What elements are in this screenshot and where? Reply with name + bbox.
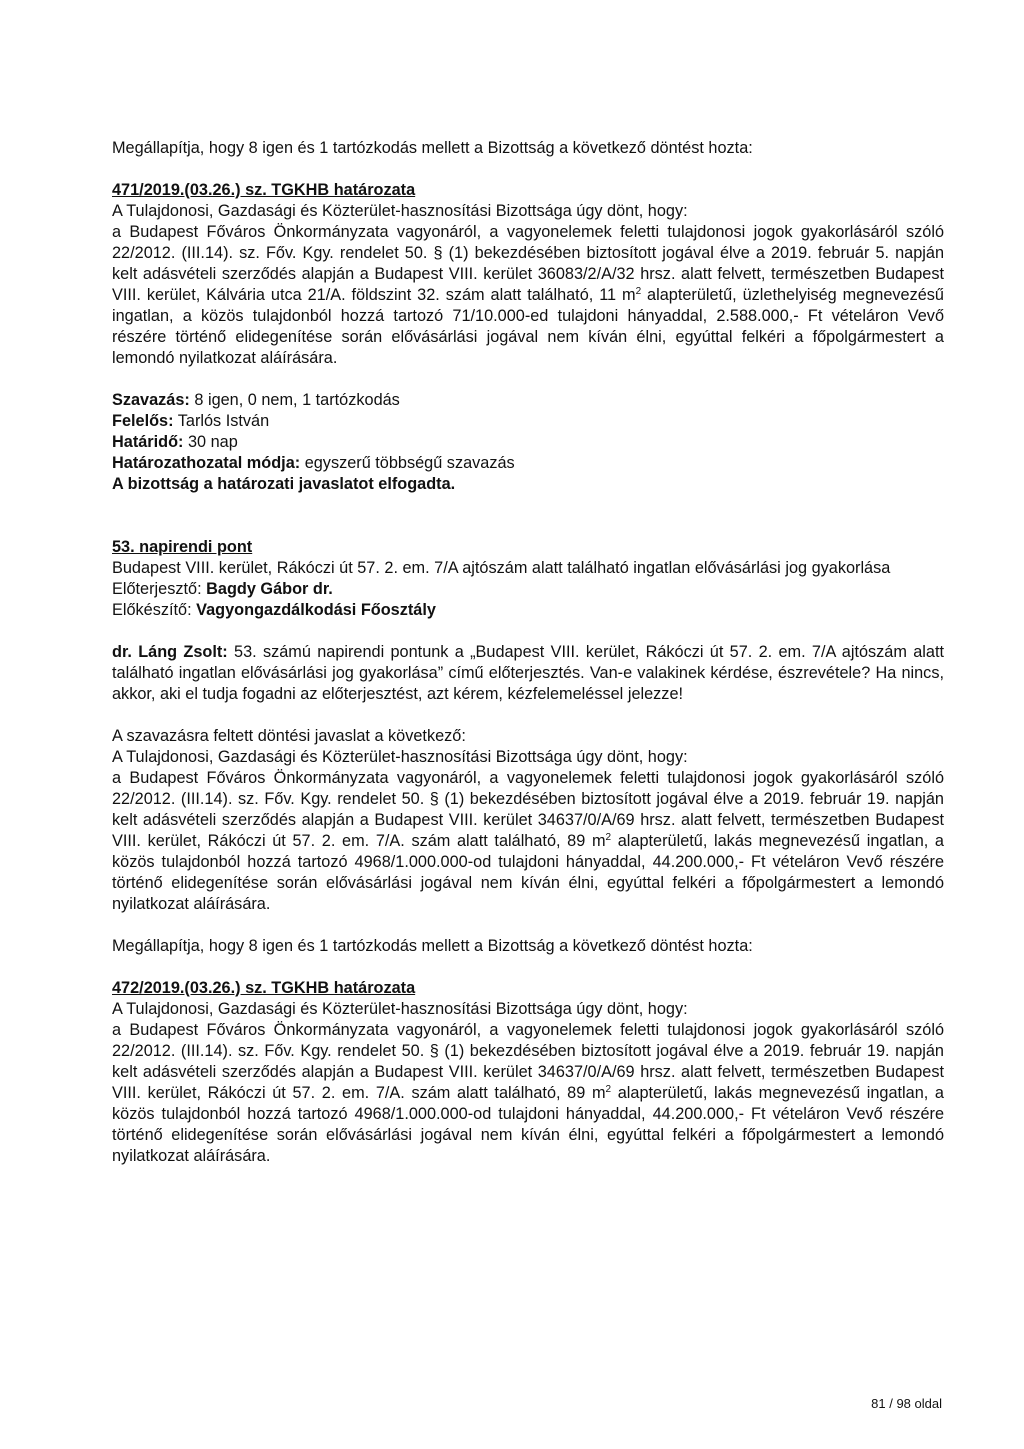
deadline-line bbox=[112, 432, 944, 453]
proposal-body-part: alapterületű, lakás megnevezésű ingatlan, a közös tulajdonból hozzá tartozó 4968/1.000.000-od tulajdoni hányaddal, 44.200.000,- Ft vételáron Vevő részére történő elidegenítése során elővásárlási jogával nem kíván élni, egyúttal felkéri a főpolgármestert a lemondó nyilatkozat aláírására. bbox=[112, 832, 944, 913]
preparer-value: Vagyongazdálkodási Főosztály bbox=[196, 601, 436, 619]
vote-label: Szavazás: bbox=[112, 391, 190, 409]
speaker-name: dr. Láng Zsolt: bbox=[112, 643, 228, 661]
presenter-value: Bagdy Gábor dr. bbox=[206, 580, 333, 598]
resolution-body-part: a Budapest Főváros Önkormányzata vagyonáról, a vagyonelemek feletti tulajdonosi jogok gyakorlásáról szóló 22/2012. (III.14). sz. Főv. Kgy. rendelet 50. § (1) bekezdésében biztosított jogával élve a 2019. február 5. napján kelt adásvételi szerződés alapján a Budapest VIII. kerület 36083/2/A/32 hrsz. alatt felvett, természetben Budapest VIII. kerület, Kálvária utca 21/A. földszint 32. szám alatt található, 11 m bbox=[112, 223, 944, 304]
method-value: egyszerű többségű szavazás bbox=[300, 454, 515, 472]
resolution-title: 471/2019.(03.26.) sz. TGKHB határozata bbox=[112, 181, 416, 199]
superscript: 2 bbox=[605, 832, 612, 843]
responsible-value: Tarlós István bbox=[173, 412, 270, 430]
presenter-line bbox=[112, 579, 944, 600]
proposal-lead: A Tulajdonosi, Gazdasági és Közterület-hasznosítási Bizottsága úgy dönt, hogy: bbox=[112, 748, 688, 766]
preparer-label: Előkészítő: bbox=[112, 601, 197, 619]
speech-text: 53. számú napirendi pontunk a „Budapest VIII. kerület, Rákóczi út 57. 2. em. 7/A ajtószám alatt található ingatlan elővásárlási jog gyakorlása” című előterjesztés. Van-e valakinek kérdése, észrevétele? Ha nincs, akkor, aki el tudja fogadni az előterjesztést, azt kérem, kézfelemeléssel jelezze! bbox=[112, 643, 944, 703]
deadline-value: 30 nap bbox=[183, 433, 238, 451]
agenda-subject: Budapest VIII. kerület, Rákóczi út 57. 2. em. 7/A ajtószám alatt található ingatlan elővásárlási jog gyakorlása bbox=[112, 559, 891, 577]
resolution-body bbox=[112, 1020, 944, 1167]
proposal-body-part: a Budapest Főváros Önkormányzata vagyonáról, a vagyonelemek feletti tulajdonosi jogok gyakorlásáról szóló 22/2012. (III.14). sz. Főv. Kgy. rendelet 50. § (1) bekezdésében biztosított jogával élve a 2019. február 19. napján kelt adásvételi szerződés alapján a Budapest VIII. kerület 34637/0/A/69 hrsz. alatt felvett, természetben Budapest VIII. kerület, Rákóczi út 57. 2. em. 7/A. szám alatt található, 89 m bbox=[112, 769, 944, 850]
method-line bbox=[112, 453, 944, 474]
decision-intro: Megállapítja, hogy 8 igen és 1 tartózkodás mellett a Bizottság a következő döntést hozta: bbox=[112, 139, 753, 157]
resolution-title: 472/2019.(03.26.) sz. TGKHB határozata bbox=[112, 979, 416, 997]
vote-value: 8 igen, 0 nem, 1 tartózkodás bbox=[189, 391, 400, 409]
superscript: 2 bbox=[605, 1084, 612, 1095]
document-page bbox=[112, 138, 944, 1167]
resolution-body bbox=[112, 222, 944, 369]
resolution-lead: A Tulajdonosi, Gazdasági és Közterület-hasznosítási Bizottsága úgy dönt, hogy: bbox=[112, 202, 688, 220]
speech-paragraph bbox=[112, 642, 944, 705]
proposal-body bbox=[112, 768, 944, 915]
responsible-label: Felelős: bbox=[112, 412, 174, 430]
resolution-body-part: alapterületű, lakás megnevezésű ingatlan, a közös tulajdonból hozzá tartozó 4968/1.000.000-od tulajdoni hányaddal, 44.200.000,- Ft vételáron Vevő részére történő elidegenítése során elővásárlási jogával nem kíván élni, egyúttal felkéri a főpolgármestert a lemondó nyilatkozat aláírására. bbox=[112, 1084, 944, 1165]
vote-outcome: A bizottság a határozati javaslatot elfogadta. bbox=[112, 475, 456, 493]
resolution-body-part: a Budapest Főváros Önkormányzata vagyonáról, a vagyonelemek feletti tulajdonosi jogok gyakorlásáról szóló 22/2012. (III.14). sz. Főv. Kgy. rendelet 50. § (1) bekezdésében biztosított jogával élve a 2019. február 19. napján kelt adásvételi szerződés alapján a Budapest VIII. kerület 34637/0/A/69 hrsz. alatt felvett, természetben Budapest VIII. kerület, Rákóczi út 57. 2. em. 7/A. szám alatt található, 89 m bbox=[112, 1021, 944, 1102]
proposal-intro: A szavazásra feltett döntési javaslat a következő: bbox=[112, 727, 466, 745]
vote-line bbox=[112, 390, 944, 411]
preparer-line bbox=[112, 600, 944, 621]
responsible-line bbox=[112, 411, 944, 432]
page-number: 81 / 98 oldal bbox=[871, 1396, 942, 1411]
superscript: 2 bbox=[635, 286, 642, 297]
resolution-body-part: alapterületű, üzlethelyiség megnevezésű ingatlan, a közös tulajdonból hozzá tartozó 71/10.000-ed tulajdoni hányaddal, 2.588.000,- Ft vételáron Vevő részére történő elidegenítése során elővásárlási jogával nem kíván élni, egyúttal felkéri a főpolgármestert a lemondó nyilatkozat aláírására. bbox=[112, 286, 944, 367]
deadline-label: Határidő: bbox=[112, 433, 184, 451]
resolution-lead: A Tulajdonosi, Gazdasági és Közterület-hasznosítási Bizottsága úgy dönt, hogy: bbox=[112, 1000, 688, 1018]
agenda-title: 53. napirendi pont bbox=[112, 538, 253, 556]
method-label: Határozathozatal módja: bbox=[112, 454, 301, 472]
presenter-label: Előterjesztő: bbox=[112, 580, 207, 598]
decision-intro: Megállapítja, hogy 8 igen és 1 tartózkodás mellett a Bizottság a következő döntést hozta: bbox=[112, 937, 753, 955]
